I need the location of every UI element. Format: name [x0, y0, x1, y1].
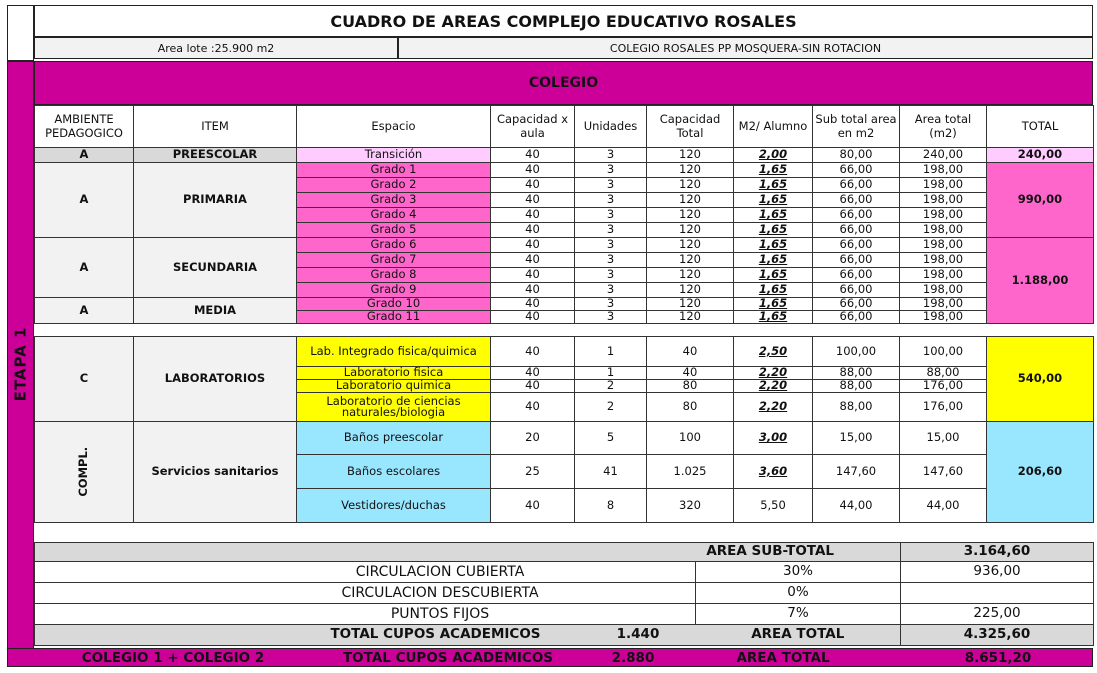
area-cell: 198,00	[900, 163, 987, 178]
uni-cell: 3	[575, 163, 647, 178]
ambiente-cell: A	[35, 298, 134, 324]
sub-cell: 66,00	[813, 208, 900, 223]
uni-cell: 3	[575, 311, 647, 324]
espacio-cell: Lab. Integrado fisica/quimica	[297, 337, 491, 367]
header-capacidad-total: Capacidad Total	[647, 106, 734, 148]
m2-cell: 1,65	[734, 268, 813, 283]
circ-cub-label: CIRCULACION CUBIERTA	[35, 562, 696, 583]
m2-cell: 1,65	[734, 163, 813, 178]
cap-cell: 40	[491, 238, 575, 253]
m2-cell: 1,65	[734, 298, 813, 311]
total-cell: 540,00	[987, 337, 1094, 422]
sub-cell: 66,00	[813, 193, 900, 208]
uni-cell: 41	[575, 455, 647, 489]
cap-cell: 40	[491, 489, 575, 523]
capt-cell: 80	[647, 393, 734, 422]
uni-cell: 3	[575, 178, 647, 193]
espacio-cell: Grado 9	[297, 283, 491, 298]
capt-cell: 40	[647, 367, 734, 380]
capt-cell: 120	[647, 253, 734, 268]
areas-table-wrap	[34, 105, 1093, 523]
area-cell: 44,00	[900, 489, 987, 523]
capt-cell: 120	[647, 298, 734, 311]
sub-cell: 88,00	[813, 367, 900, 380]
m2-cell: 3,00	[734, 422, 813, 455]
espacio-cell: Laboratorio fisica	[297, 367, 491, 380]
area-lote: Area lote :25.900 m2	[34, 37, 398, 59]
m2-cell: 5,50	[734, 489, 813, 523]
cap-cell: 20	[491, 422, 575, 455]
espacio-cell: Grado 10	[297, 298, 491, 311]
total-cell: 1.188,00	[987, 238, 1094, 324]
summary-table	[34, 542, 1094, 646]
cupos2-label: TOTAL CUPOS ACADEMICOS	[342, 649, 554, 666]
m2-cell: 1,65	[734, 253, 813, 268]
circ-cub-pct: 30%	[696, 562, 901, 583]
puntos-value: 225,00	[901, 604, 1094, 625]
m2-cell: 1,65	[734, 208, 813, 223]
area-cell: 198,00	[900, 193, 987, 208]
circ-cub-value: 936,00	[901, 562, 1094, 583]
area-total2-value: 8.651,20	[964, 649, 1032, 666]
item-cell: LABORATORIOS	[134, 337, 297, 422]
corner-cell	[7, 5, 34, 61]
uni-cell: 2	[575, 393, 647, 422]
capt-cell: 80	[647, 380, 734, 393]
uni-cell: 3	[575, 253, 647, 268]
area-cell: 198,00	[900, 238, 987, 253]
etapa-label: ETAPA 1	[11, 326, 30, 402]
sub-cell: 66,00	[813, 163, 900, 178]
project-name: COLEGIO ROSALES PP MOSQUERA-SIN ROTACION	[398, 37, 1093, 59]
area-cell: 198,00	[900, 208, 987, 223]
espacio-cell: Laboratorio de ciencias naturales/biologia	[297, 393, 491, 422]
cap-cell: 40	[491, 311, 575, 324]
espacio-cell: Grado 8	[297, 268, 491, 283]
header-capacidad: Capacidad x aula	[491, 106, 575, 148]
puntos-label: PUNTOS FIJOS	[35, 604, 696, 625]
header-total: TOTAL	[987, 106, 1094, 148]
sub-cell: 100,00	[813, 337, 900, 367]
uni-cell: 3	[575, 223, 647, 238]
ambiente-cell	[35, 422, 134, 523]
cap-cell: 40	[491, 283, 575, 298]
section-header: COLEGIO	[34, 61, 1093, 105]
sub-cell: 66,00	[813, 298, 900, 311]
cupos2-value: 2.880	[611, 649, 655, 666]
circ-desc-label: CIRCULACION DESCUBIERTA	[35, 583, 696, 604]
header-unidades: Unidades	[575, 106, 647, 148]
capt-cell: 120	[647, 163, 734, 178]
area-cell: 176,00	[900, 393, 987, 422]
m2-cell: 2,00	[734, 148, 813, 163]
uni-cell: 3	[575, 208, 647, 223]
item-cell: PREESCOLAR	[134, 148, 297, 163]
cap-cell: 40	[491, 208, 575, 223]
uni-cell: 3	[575, 238, 647, 253]
area-cell: 240,00	[900, 148, 987, 163]
cap-cell: 25	[491, 455, 575, 489]
capt-cell: 120	[647, 148, 734, 163]
cap-cell: 40	[491, 337, 575, 367]
cap-cell: 40	[491, 367, 575, 380]
item-cell: MEDIA	[134, 298, 297, 324]
header-area-total: Area total (m2)	[900, 106, 987, 148]
espacio-cell: Grado 7	[297, 253, 491, 268]
compl-label: COMPL.	[76, 447, 91, 497]
capt-cell: 120	[647, 208, 734, 223]
area-cell: 198,00	[900, 298, 987, 311]
item-cell: Servicios sanitarios	[134, 422, 297, 523]
item-cell: PRIMARIA	[134, 163, 297, 238]
cap-cell: 40	[491, 148, 575, 163]
area-cell: 198,00	[900, 311, 987, 324]
uni-cell: 5	[575, 422, 647, 455]
total-cell: 990,00	[987, 163, 1094, 238]
header-ambiente: AMBIENTE PEDAGOGICO	[35, 106, 134, 148]
uni-cell: 1	[575, 337, 647, 367]
espacio-cell: Grado 6	[297, 238, 491, 253]
page-title: CUADRO DE AREAS COMPLEJO EDUCATIVO ROSALES	[34, 5, 1093, 37]
puntos-pct: 7%	[696, 604, 901, 625]
capt-cell: 120	[647, 311, 734, 324]
sub-cell: 66,00	[813, 238, 900, 253]
sub-cell: 88,00	[813, 380, 900, 393]
area-cell: 147,60	[900, 455, 987, 489]
m2-cell: 2,50	[734, 337, 813, 367]
subtotal-value: 3.164,60	[901, 543, 1094, 562]
header-m2-alumno: M2/ Alumno	[734, 106, 813, 148]
subtotal-label: AREA SUB-TOTAL	[35, 543, 901, 562]
capt-cell: 40	[647, 337, 734, 367]
area-cell: 176,00	[900, 380, 987, 393]
circ-desc-pct: 0%	[696, 583, 901, 604]
area-cell: 15,00	[900, 422, 987, 455]
area-total-value: 4.325,60	[901, 625, 1094, 646]
espacio-cell: Baños preescolar	[297, 422, 491, 455]
sub-cell: 66,00	[813, 268, 900, 283]
cap-cell: 40	[491, 298, 575, 311]
m2-cell: 1,65	[734, 223, 813, 238]
m2-cell: 1,65	[734, 311, 813, 324]
ambiente-cell: A	[35, 163, 134, 238]
uni-cell: 3	[575, 268, 647, 283]
m2-cell: 1,65	[734, 193, 813, 208]
sub-cell: 66,00	[813, 223, 900, 238]
capt-cell: 120	[647, 223, 734, 238]
espacio-cell: Laboratorio quimica	[297, 380, 491, 393]
uni-cell: 1	[575, 367, 647, 380]
uni-cell: 3	[575, 283, 647, 298]
m2-cell: 3,60	[734, 455, 813, 489]
uni-cell: 3	[575, 298, 647, 311]
espacio-cell: Grado 11	[297, 311, 491, 324]
cupos-label: TOTAL CUPOS ACADEMICOS	[291, 625, 581, 646]
area-total-label: AREA TOTAL	[696, 625, 901, 646]
total-cell: 206,60	[987, 422, 1094, 523]
area-cell: 198,00	[900, 253, 987, 268]
uni-cell: 3	[575, 148, 647, 163]
header-item: ITEM	[134, 106, 297, 148]
m2-cell: 1,65	[734, 238, 813, 253]
item-cell: SECUNDARIA	[134, 238, 297, 298]
m2-cell: 1,65	[734, 283, 813, 298]
sub-cell: 147,60	[813, 455, 900, 489]
espacio-cell: Vestidores/duchas	[297, 489, 491, 523]
cupos-value: 1.440	[581, 625, 696, 646]
espacio-cell: Transición	[297, 148, 491, 163]
sub-cell: 66,00	[813, 311, 900, 324]
area-cell: 100,00	[900, 337, 987, 367]
colegios-row	[7, 648, 1093, 667]
total-cell: 240,00	[987, 148, 1094, 163]
area-cell: 198,00	[900, 223, 987, 238]
area-cell: 198,00	[900, 268, 987, 283]
uni-cell: 8	[575, 489, 647, 523]
capt-cell: 120	[647, 268, 734, 283]
capt-cell: 320	[647, 489, 734, 523]
header-espacio: Espacio	[297, 106, 491, 148]
espacio-cell: Grado 5	[297, 223, 491, 238]
cap-cell: 40	[491, 268, 575, 283]
m2-cell: 2,20	[734, 393, 813, 422]
sub-cell: 15,00	[813, 422, 900, 455]
cupos-spacer	[35, 625, 291, 646]
sub-cell: 44,00	[813, 489, 900, 523]
areas-table	[34, 105, 1094, 523]
m2-cell: 2,20	[734, 367, 813, 380]
ambiente-cell: C	[35, 337, 134, 422]
area-total2-label: AREA TOTAL	[736, 649, 830, 666]
sub-cell: 80,00	[813, 148, 900, 163]
cap-cell: 40	[491, 193, 575, 208]
ambiente-cell: A	[35, 148, 134, 163]
cap-cell: 40	[491, 178, 575, 193]
area-cell: 198,00	[900, 283, 987, 298]
sub-cell: 66,00	[813, 178, 900, 193]
sub-cell: 66,00	[813, 253, 900, 268]
espacio-cell: Baños escolares	[297, 455, 491, 489]
header-subtotal: Sub total area en m2	[813, 106, 900, 148]
capt-cell: 120	[647, 283, 734, 298]
espacio-cell: Grado 2	[297, 178, 491, 193]
capt-cell: 120	[647, 238, 734, 253]
cap-cell: 40	[491, 393, 575, 422]
summary-block	[34, 542, 1093, 646]
capt-cell: 1.025	[647, 455, 734, 489]
etapa-column	[7, 61, 34, 667]
uni-cell: 3	[575, 193, 647, 208]
espacio-cell: Grado 3	[297, 193, 491, 208]
capt-cell: 120	[647, 193, 734, 208]
espacio-cell: Grado 4	[297, 208, 491, 223]
capt-cell: 100	[647, 422, 734, 455]
espacio-cell: Grado 1	[297, 163, 491, 178]
colegios-label: COLEGIO 1 + COLEGIO 2	[81, 649, 265, 666]
cap-cell: 40	[491, 163, 575, 178]
sub-cell: 88,00	[813, 393, 900, 422]
area-cell: 198,00	[900, 178, 987, 193]
m2-cell: 2,20	[734, 380, 813, 393]
spacer-row	[35, 324, 1094, 337]
sub-cell: 66,00	[813, 283, 900, 298]
cap-cell: 40	[491, 253, 575, 268]
cap-cell: 40	[491, 223, 575, 238]
m2-cell: 1,65	[734, 178, 813, 193]
area-cell: 88,00	[900, 367, 987, 380]
capt-cell: 120	[647, 178, 734, 193]
cap-cell: 40	[491, 380, 575, 393]
uni-cell: 2	[575, 380, 647, 393]
ambiente-cell: A	[35, 238, 134, 298]
circ-desc-value	[901, 583, 1094, 604]
